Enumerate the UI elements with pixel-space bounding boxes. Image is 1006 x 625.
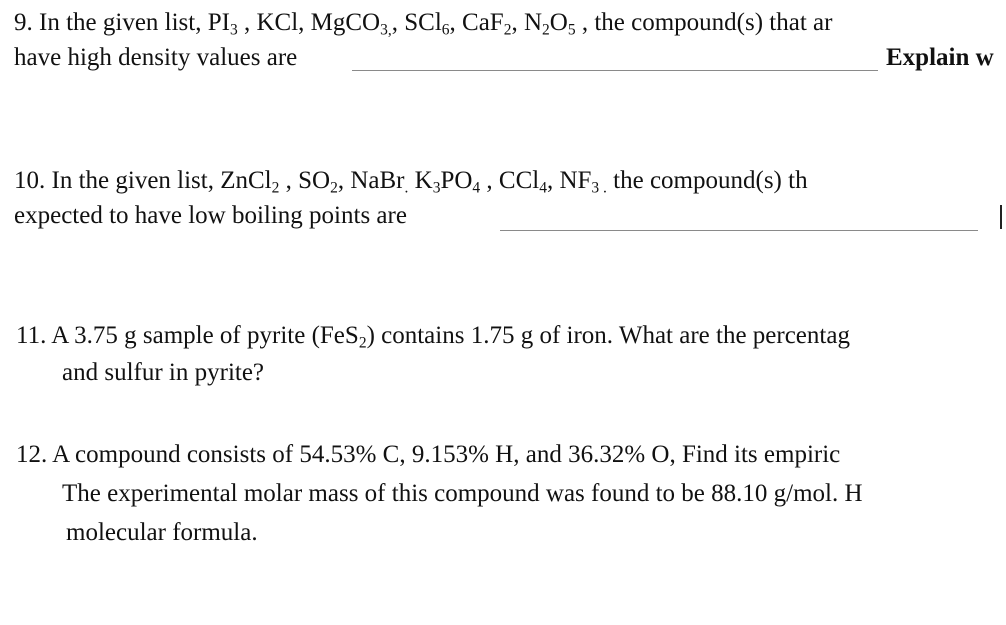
q9-text: , N — [511, 9, 543, 36]
q12-text: molecular formula. — [66, 519, 258, 546]
q11-text: 11. A 3.75 g sample of pyrite (FeS — [16, 322, 359, 349]
q9-mgco-subscript: 3, — [380, 21, 392, 39]
q9-n-subscript: 2 — [542, 21, 550, 39]
question-10-line-1 — [14, 167, 808, 197]
q9-o-subscript: 5 — [567, 21, 576, 39]
question-11-line-2 — [62, 360, 264, 385]
question-9-line-1 — [14, 9, 833, 39]
explain-text: Explain w — [886, 44, 994, 71]
q10-text: PO — [440, 167, 473, 194]
question-10-line-2 — [14, 203, 407, 228]
q12-text: 12. A compound consists of 54.53% C, 9.153% H, and 36.32% O, Find its empiric — [16, 441, 841, 468]
q10-text: expected to have low boiling points are — [14, 202, 407, 229]
q9-pi-subscript: 3 — [229, 21, 238, 39]
question-12-line-3 — [66, 520, 258, 545]
q10-text: , NF — [546, 167, 592, 194]
q10-text: , SO — [279, 167, 331, 194]
q9-text: O — [549, 9, 568, 36]
cut-off-mark — [1000, 205, 1002, 229]
q9-text: have high density values are — [14, 44, 298, 71]
question-9-line-2 — [14, 45, 297, 70]
question-12-line-1 — [16, 442, 840, 467]
explain-label — [886, 45, 994, 70]
q11-text: ) contains 1.75 g of iron. What are the percentag — [366, 322, 850, 349]
answer-blank-q9[interactable] — [352, 70, 878, 71]
q9-caf-subscript: 2 — [503, 21, 512, 39]
q10-text: 10. In the given list, ZnCl — [14, 167, 272, 194]
q9-text: , SCl — [391, 9, 442, 36]
q10-po-subscript: 4 — [472, 179, 481, 197]
q10-text: , NaBr — [337, 167, 405, 194]
answer-blank-q10[interactable] — [500, 230, 978, 231]
question-11-line-1 — [16, 322, 850, 352]
q10-so-subscript: 2 — [330, 179, 338, 197]
q10-zncl-subscript: 2 — [271, 179, 280, 197]
q9-text: , the compound(s) that ar — [575, 9, 833, 36]
q9-scl-subscript: 6 — [441, 21, 450, 39]
q12-text: The experimental molar mass of this compound was found to be 88.10 g/mol. H — [62, 480, 863, 507]
q10-nabr-subscript: . — [404, 179, 409, 197]
q10-ccl-subscript: 4 — [539, 179, 547, 197]
q10-text: , CCl — [480, 167, 540, 194]
q10-text: K — [408, 167, 433, 194]
q9-text: , KCl, MgCO — [237, 9, 381, 36]
q10-text: the compound(s) th — [606, 167, 808, 194]
q10-k-subscript: 3 — [432, 179, 441, 197]
q9-text: , CaF — [449, 9, 504, 36]
question-12-line-2 — [62, 481, 863, 506]
q11-text: and sulfur in pyrite? — [62, 359, 265, 386]
q11-fes-subscript: 2 — [358, 334, 367, 352]
q10-nf-subscript: 3 . — [591, 179, 607, 197]
q9-text: 9. In the given list, PI — [14, 9, 230, 36]
